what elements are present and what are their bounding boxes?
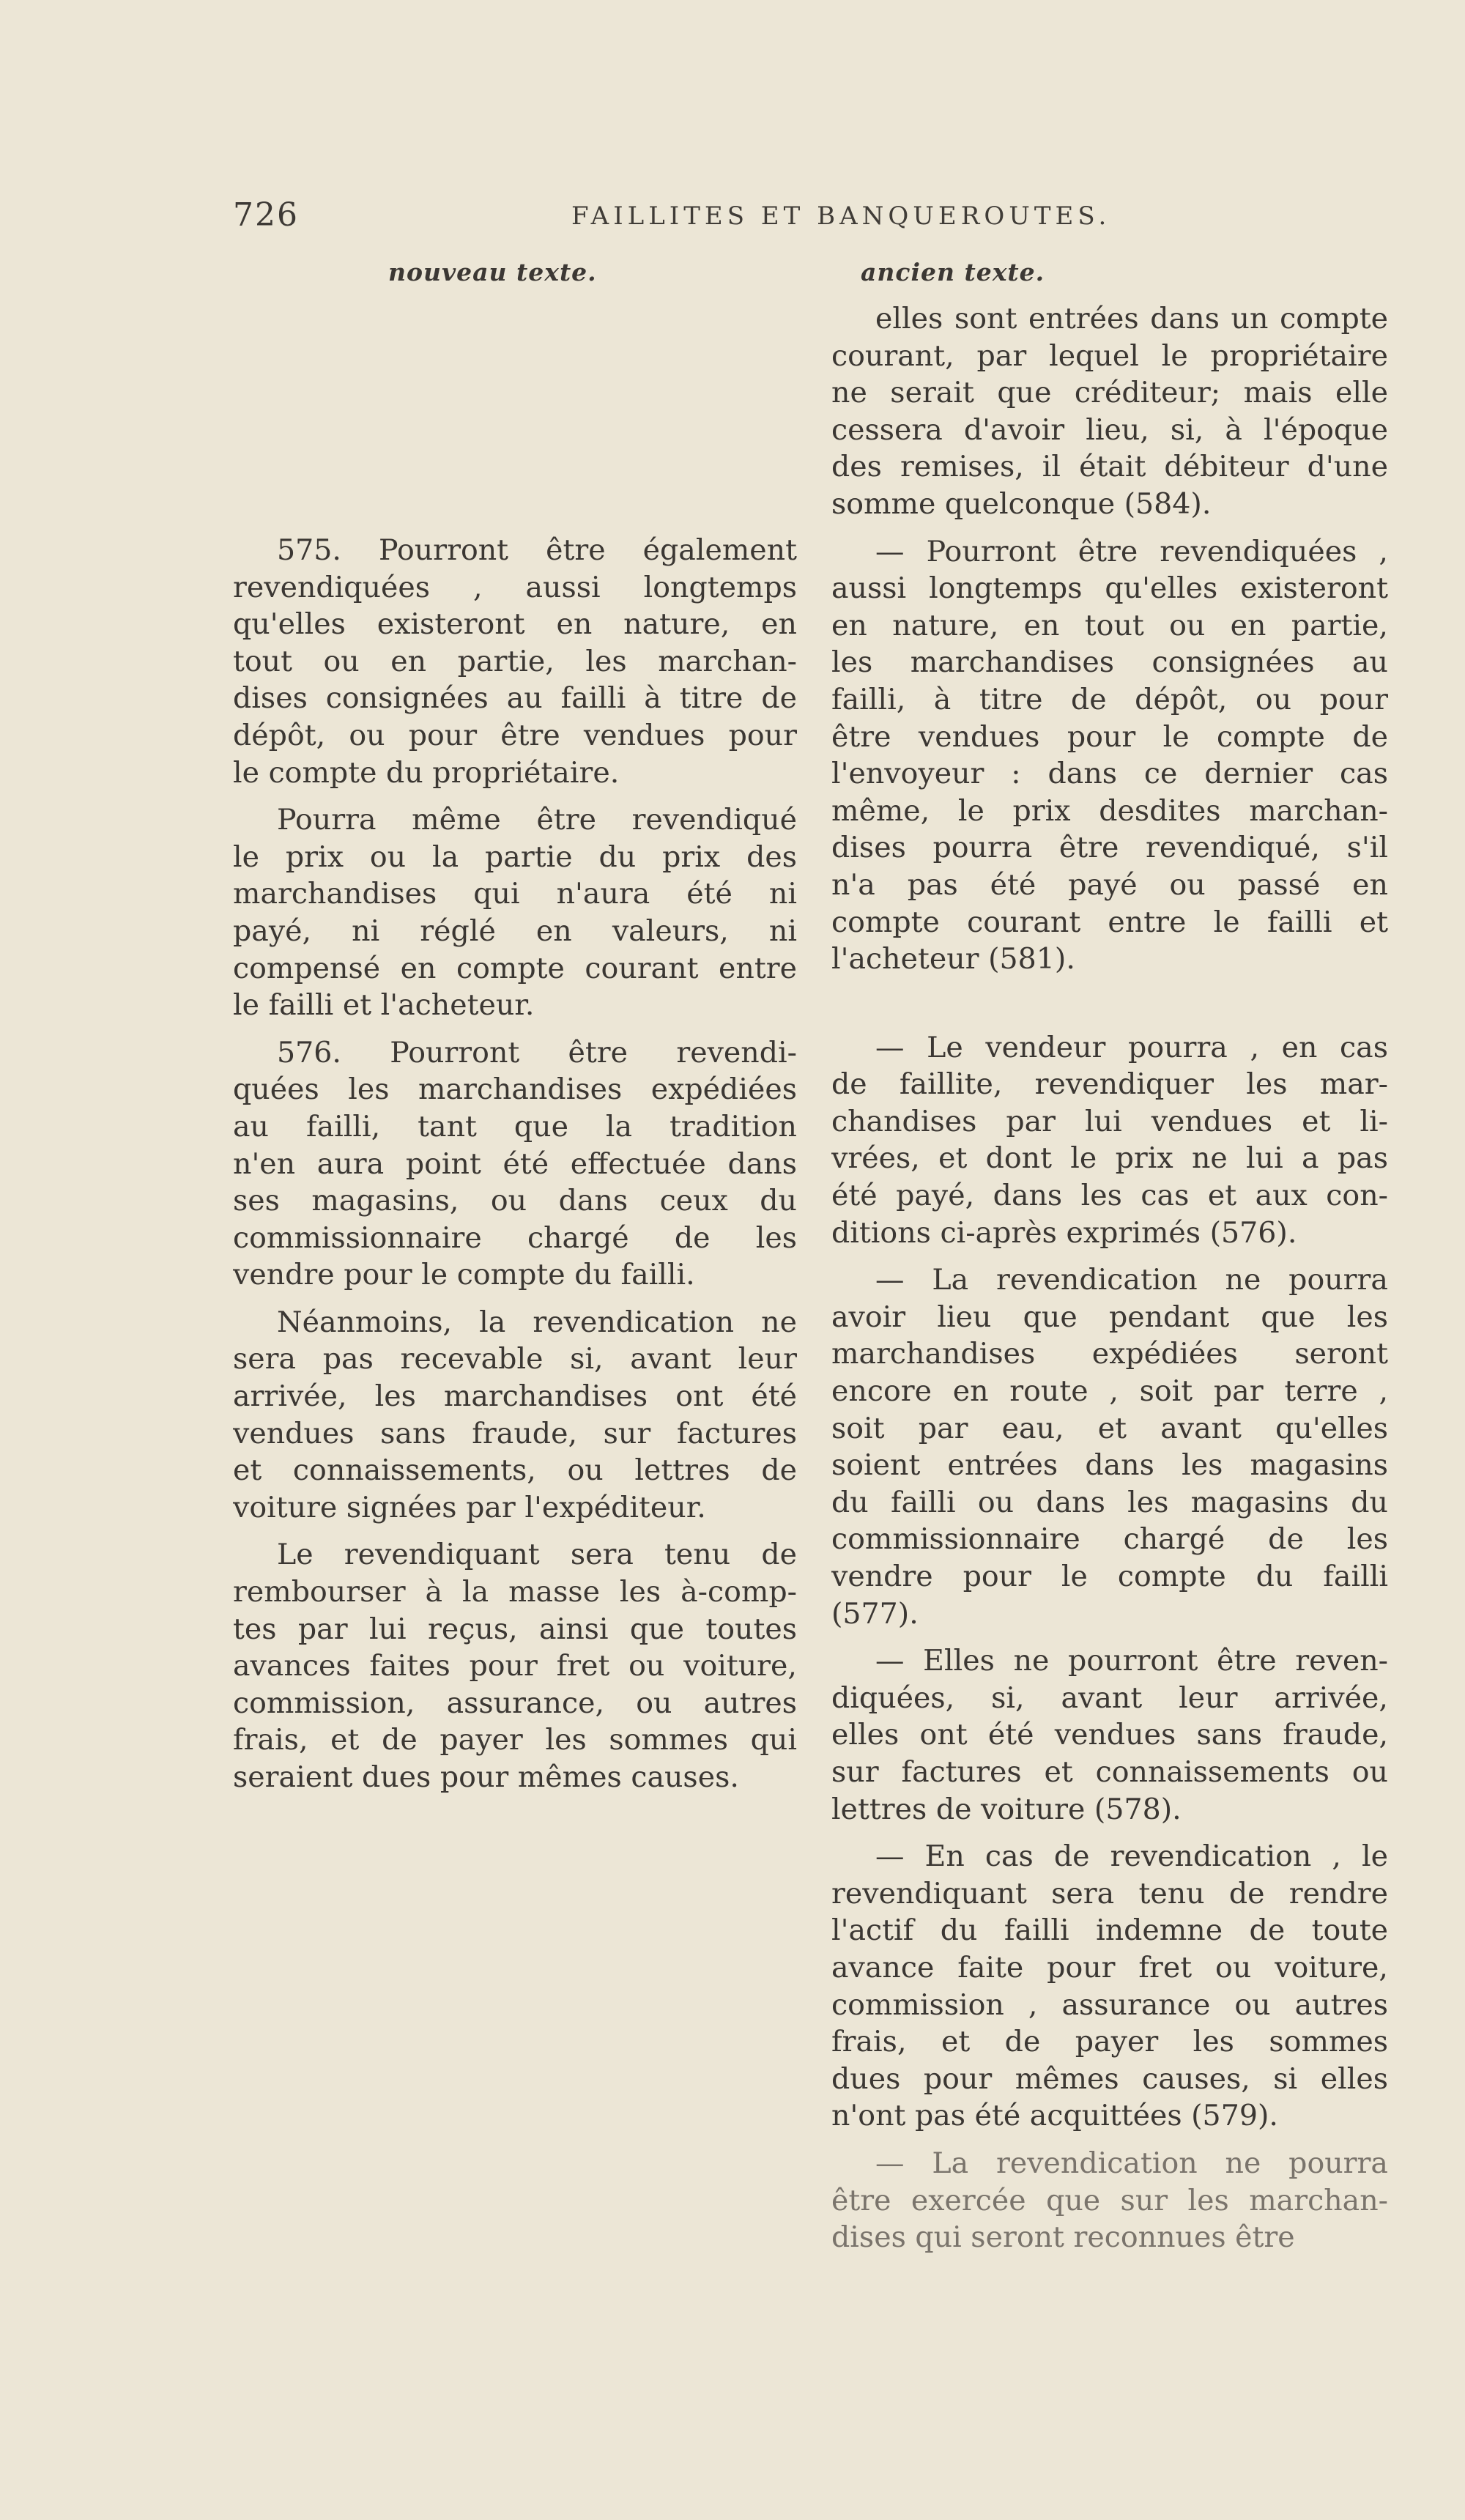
text-line: 576. Pourront être revendi- xyxy=(277,1035,797,1070)
text-line: frais, et de payer les sommes qui xyxy=(233,1723,797,1757)
text-line: vrées, et dont le prix ne lui a pas xyxy=(831,1141,1388,1176)
text-line: ses magasins, ou dans ceux du xyxy=(233,1184,797,1218)
text-line: failli, à titre de dépôt, ou pour xyxy=(831,682,1388,716)
text-line: quées les marchandises expédiées xyxy=(233,1072,797,1107)
left-paragraph-4 xyxy=(233,1304,797,1527)
right-paragraph-3 xyxy=(831,1029,1388,1252)
text-line: soient entrées dans les magasins xyxy=(831,1448,1388,1483)
text-line: — Pourront être revendiquées , xyxy=(875,534,1388,568)
right-paragraph-2 xyxy=(831,533,1388,978)
text-line: (577). xyxy=(831,1596,919,1631)
text-line: avance faite pour fret ou voiture, xyxy=(831,1950,1388,1984)
right-paragraph-7 xyxy=(831,2145,1388,2256)
text-line: marchandises qui n'aura été ni xyxy=(233,877,797,911)
text-line: 575. Pourront être également xyxy=(277,533,797,567)
right-column-text xyxy=(831,300,1388,2256)
text-line: — Elles ne pourront être reven- xyxy=(875,1644,1388,1678)
paragraph-gap xyxy=(233,791,797,801)
text-line: revendiquées , aussi longtemps xyxy=(233,570,797,604)
text-line: frais, et de payer les sommes xyxy=(831,2025,1388,2059)
left-paragraph-3 xyxy=(233,1034,797,1294)
text-line: avances faites pour fret ou voiture, xyxy=(233,1649,797,1683)
text-line: soit par eau, et avant qu'elles xyxy=(831,1411,1388,1445)
paragraph-gap xyxy=(233,1526,797,1536)
text-line: diquées, si, avant leur arrivée, xyxy=(831,1680,1388,1715)
text-line: seraient dues pour mêmes causes. xyxy=(233,1760,739,1794)
text-line: l'actif du failli indemne de toute xyxy=(831,1913,1388,1948)
text-line: dépôt, ou pour être vendues pour xyxy=(233,718,797,752)
text-line: voiture signées par l'expéditeur. xyxy=(233,1490,706,1524)
text-line: dises pourra être revendiqué, s'il xyxy=(831,831,1388,865)
text-line: — En cas de revendication , le xyxy=(875,1839,1388,1874)
text-line: dues pour mêmes causes, si elles xyxy=(831,2061,1388,2096)
left-paragraph-5 xyxy=(233,1536,797,1796)
text-line: chandises par lui vendues et li- xyxy=(831,1104,1388,1138)
text-line: n'a pas été payé ou passé en xyxy=(831,867,1388,902)
text-line: tes par lui reçus, ainsi que toutes xyxy=(233,1612,797,1646)
text-line: arrivée, les marchandises ont été xyxy=(233,1379,797,1414)
text-line: vendre pour le compte du failli xyxy=(831,1560,1388,1593)
text-line: — Le vendeur pourra , en cas xyxy=(875,1030,1388,1064)
paragraph-gap xyxy=(831,2135,1388,2145)
text-line: vendre pour le compte du failli. xyxy=(233,1258,695,1292)
text-line: même, le prix desdites marchan- xyxy=(831,793,1388,828)
text-line: le compte du propriétaire. xyxy=(233,755,620,790)
text-line: et connaissements, ou lettres de xyxy=(233,1453,797,1488)
left-column-text xyxy=(233,532,797,1796)
paragraph-gap xyxy=(831,1828,1388,1838)
text-line: sera pas recevable si, avant leur xyxy=(233,1342,797,1376)
text-line: rembourser à la masse les à-comp- xyxy=(233,1575,797,1609)
text-line: commissionnaire chargé de les xyxy=(233,1220,797,1255)
right-column-heading: ancien texte. xyxy=(861,258,1045,286)
text-line: compensé en compte courant entre xyxy=(233,951,797,985)
text-line: être exercée que sur les marchan- xyxy=(831,2183,1388,2217)
text-line: Le revendiquant sera tenu de xyxy=(277,1538,797,1572)
left-paragraph-2 xyxy=(233,801,797,1024)
text-line: l'envoyeur : dans ce dernier cas xyxy=(831,757,1388,791)
right-paragraph-6 xyxy=(831,1838,1388,2135)
text-line: qu'elles existeront en nature, en xyxy=(233,607,797,642)
text-line: Pourra même être revendiqué xyxy=(277,803,797,837)
right-paragraph-5 xyxy=(831,1642,1388,1828)
text-line: somme quelconque (584). xyxy=(831,486,1212,521)
text-line: revendiquant sera tenu de rendre xyxy=(831,1876,1388,1911)
text-line: compte courant entre le failli et xyxy=(831,905,1388,939)
right-paragraph-4 xyxy=(831,1261,1388,1632)
text-line: l'acheteur (581). xyxy=(831,942,1075,976)
right-paragraph-1 xyxy=(831,300,1388,523)
text-line: les marchandises consignées au xyxy=(831,645,1388,680)
text-line: — La revendication ne pourra xyxy=(875,2146,1388,2180)
text-line: — La revendication ne pourra xyxy=(875,1263,1388,1297)
text-line: payé, ni réglé en valeurs, ni xyxy=(233,914,797,948)
text-line: le failli et l'acheteur. xyxy=(233,988,535,1023)
paragraph-gap xyxy=(831,523,1388,533)
text-line: le prix ou la partie du prix des xyxy=(233,840,797,874)
text-line: ditions ci-après exprimés (576). xyxy=(831,1215,1297,1250)
text-line: marchandises expédiées seront xyxy=(831,1337,1388,1371)
running-title: FAILLITES ET BANQUEROUTES. xyxy=(571,201,1111,231)
text-line: vendues sans fraude, sur factures xyxy=(233,1416,797,1450)
text-line: dises qui seront reconnues être xyxy=(831,2220,1295,2255)
text-line: lettres de voiture (578). xyxy=(831,1792,1182,1826)
text-line: elles sont entrées dans un compte xyxy=(875,302,1388,336)
paragraph-gap xyxy=(233,1294,797,1304)
text-line: des remises, il était débiteur d'une xyxy=(831,450,1388,484)
left-paragraph-1 xyxy=(233,532,797,791)
left-column-heading: nouveau texte. xyxy=(388,258,597,286)
text-line: commissionnaire chargé de les xyxy=(831,1522,1388,1557)
text-line: aussi longtemps qu'elles existeront xyxy=(831,571,1388,606)
paragraph-gap xyxy=(831,978,1388,1029)
text-line: Néanmoins, la revendication ne xyxy=(277,1305,797,1339)
text-line: n'en aura point été effectuée dans xyxy=(233,1146,797,1181)
text-line: dises consignées au failli à titre de xyxy=(233,681,797,716)
paragraph-gap xyxy=(233,1024,797,1034)
text-line: n'ont pas été acquittées (579). xyxy=(831,2099,1278,2133)
text-line: cessera d'avoir lieu, si, à l'époque xyxy=(831,412,1388,447)
text-line: avoir lieu que pendant que les xyxy=(831,1300,1388,1334)
text-line: de faillite, revendiquer les mar- xyxy=(831,1067,1388,1102)
text-line: être vendues pour le compte de xyxy=(831,719,1388,754)
text-line: encore en route , soit par terre , xyxy=(831,1374,1388,1409)
text-line: commission , assurance ou autres xyxy=(831,1987,1388,2022)
text-line: ne serait que créditeur; mais elle xyxy=(831,376,1388,410)
page-number: 726 xyxy=(233,196,299,234)
text-line: du failli ou dans les magasins du xyxy=(831,1485,1388,1519)
text-line: commission, assurance, ou autres xyxy=(233,1686,797,1720)
text-line: au failli, tant que la tradition xyxy=(233,1109,797,1144)
text-line: sur factures et connaissements ou xyxy=(831,1754,1388,1789)
text-line: elles ont été vendues sans fraude, xyxy=(831,1718,1388,1752)
text-line: courant, par lequel le propriétaire xyxy=(831,338,1388,373)
text-line: été payé, dans les cas et aux con- xyxy=(831,1179,1388,1213)
text-line: en nature, en tout ou en partie, xyxy=(831,608,1388,642)
paragraph-gap xyxy=(831,1251,1388,1261)
text-line: tout ou en partie, les marchan- xyxy=(233,644,797,678)
paragraph-gap xyxy=(831,1632,1388,1642)
